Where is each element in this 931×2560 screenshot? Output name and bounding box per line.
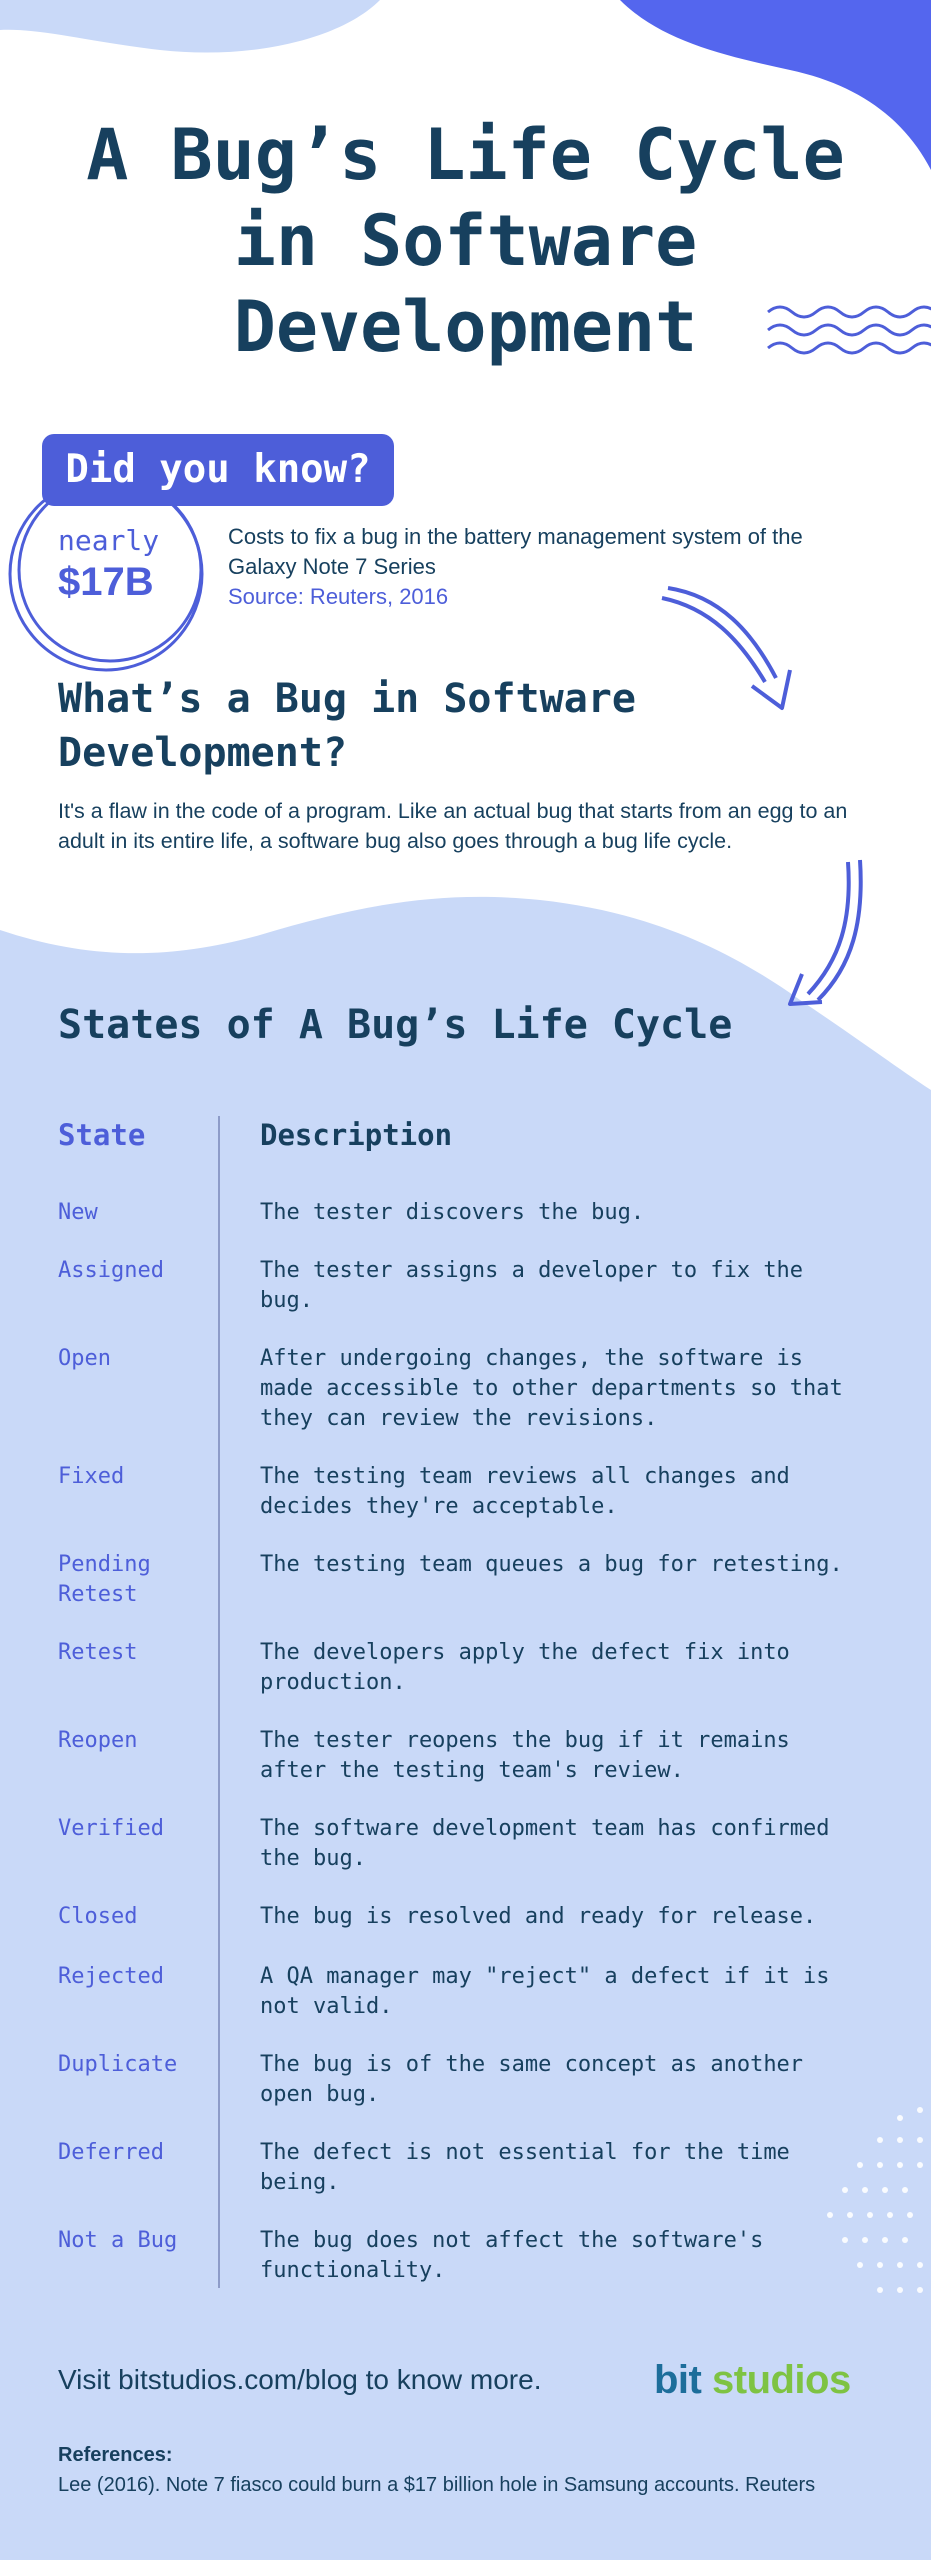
state-name: Reopen xyxy=(58,1728,138,1753)
state-description: The software development team has confirmed the bug. xyxy=(260,1816,830,1871)
amount-value: $17B xyxy=(58,560,154,604)
curved-arrow-icon xyxy=(790,860,861,1004)
title-line: Development xyxy=(233,286,698,368)
title-line: in Software xyxy=(233,200,698,282)
state-name: Retest xyxy=(58,1640,138,1665)
state-description: The developers apply the defect fix into production. xyxy=(260,1640,790,1695)
state-description: The bug is of the same concept as another open bug. xyxy=(260,2052,804,2107)
state-description: The tester discovers the bug. xyxy=(260,1200,645,1225)
states-heading: States of A Bug’s Life Cycle xyxy=(58,1002,733,1048)
column-header-description: Description xyxy=(260,1118,453,1152)
state-description: After undergoing changes, the software is made accessible to other departments so that they can review the revisions. xyxy=(260,1346,843,1431)
state-description: The tester assigns a developer to fix the bug. xyxy=(260,1258,804,1313)
state-name: Closed xyxy=(58,1904,138,1929)
state-description: The bug does not affect the software's functionality. xyxy=(260,2228,764,2283)
state-name: Open xyxy=(58,1346,111,1371)
did-you-know-badge: Did you know? xyxy=(42,434,394,506)
state-name: Deferred xyxy=(58,2140,164,2165)
bit-studios-logo xyxy=(654,2358,851,2403)
logo-studios: studios xyxy=(712,2358,851,2402)
state-name: Pending Retest xyxy=(58,1552,151,1607)
page-title xyxy=(0,112,931,370)
state-name: Assigned xyxy=(58,1258,164,1283)
state-name: Verified xyxy=(58,1816,164,1841)
state-name: Duplicate xyxy=(58,2052,178,2077)
state-name: Fixed xyxy=(58,1464,125,1489)
column-header-state: State xyxy=(58,1118,146,1152)
state-description: A QA manager may "reject" a defect if it is not valid. xyxy=(260,1964,830,2019)
top-left-blob xyxy=(0,0,380,53)
amount-prefix: nearly xyxy=(58,524,160,557)
state-description: The defect is not essential for the time being. xyxy=(260,2140,790,2195)
title-line: A Bug’s Life Cycle xyxy=(86,114,845,196)
state-name: New xyxy=(58,1200,98,1225)
whats-a-bug-heading: What’s a Bug in Software Development? xyxy=(58,676,636,776)
fact-text: Costs to fix a bug in the battery management system of the Galaxy Note 7 Series xyxy=(228,524,803,579)
state-description: The testing team reviews all changes and decides they're acceptable. xyxy=(260,1464,790,1519)
state-description: The bug is resolved and ready for release. xyxy=(260,1904,817,1929)
state-description: The testing team queues a bug for retesting. xyxy=(260,1552,843,1577)
references-text: Lee (2016). Note 7 fiasco could burn a $17 billion hole in Samsung accounts. Reuters xyxy=(58,2474,816,2496)
whats-a-bug-body: It's a flaw in the code of a program. Like an actual bug that starts from an egg to an adult in its entire life, a software bug also goes through a bug life cycle. xyxy=(58,799,848,853)
state-name: Rejected xyxy=(58,1964,164,1989)
fact-source: Source: Reuters, 2016 xyxy=(228,584,449,609)
visit-link-text[interactable]: Visit bitstudios.com/blog to know more. xyxy=(58,2364,542,2395)
logo-bit: bit xyxy=(654,2358,702,2402)
table-divider xyxy=(218,1116,220,2288)
references-title: References: xyxy=(58,2444,173,2466)
state-name: Not a Bug xyxy=(58,2228,178,2253)
state-description: The tester reopens the bug if it remains after the testing team's review. xyxy=(260,1728,790,1783)
